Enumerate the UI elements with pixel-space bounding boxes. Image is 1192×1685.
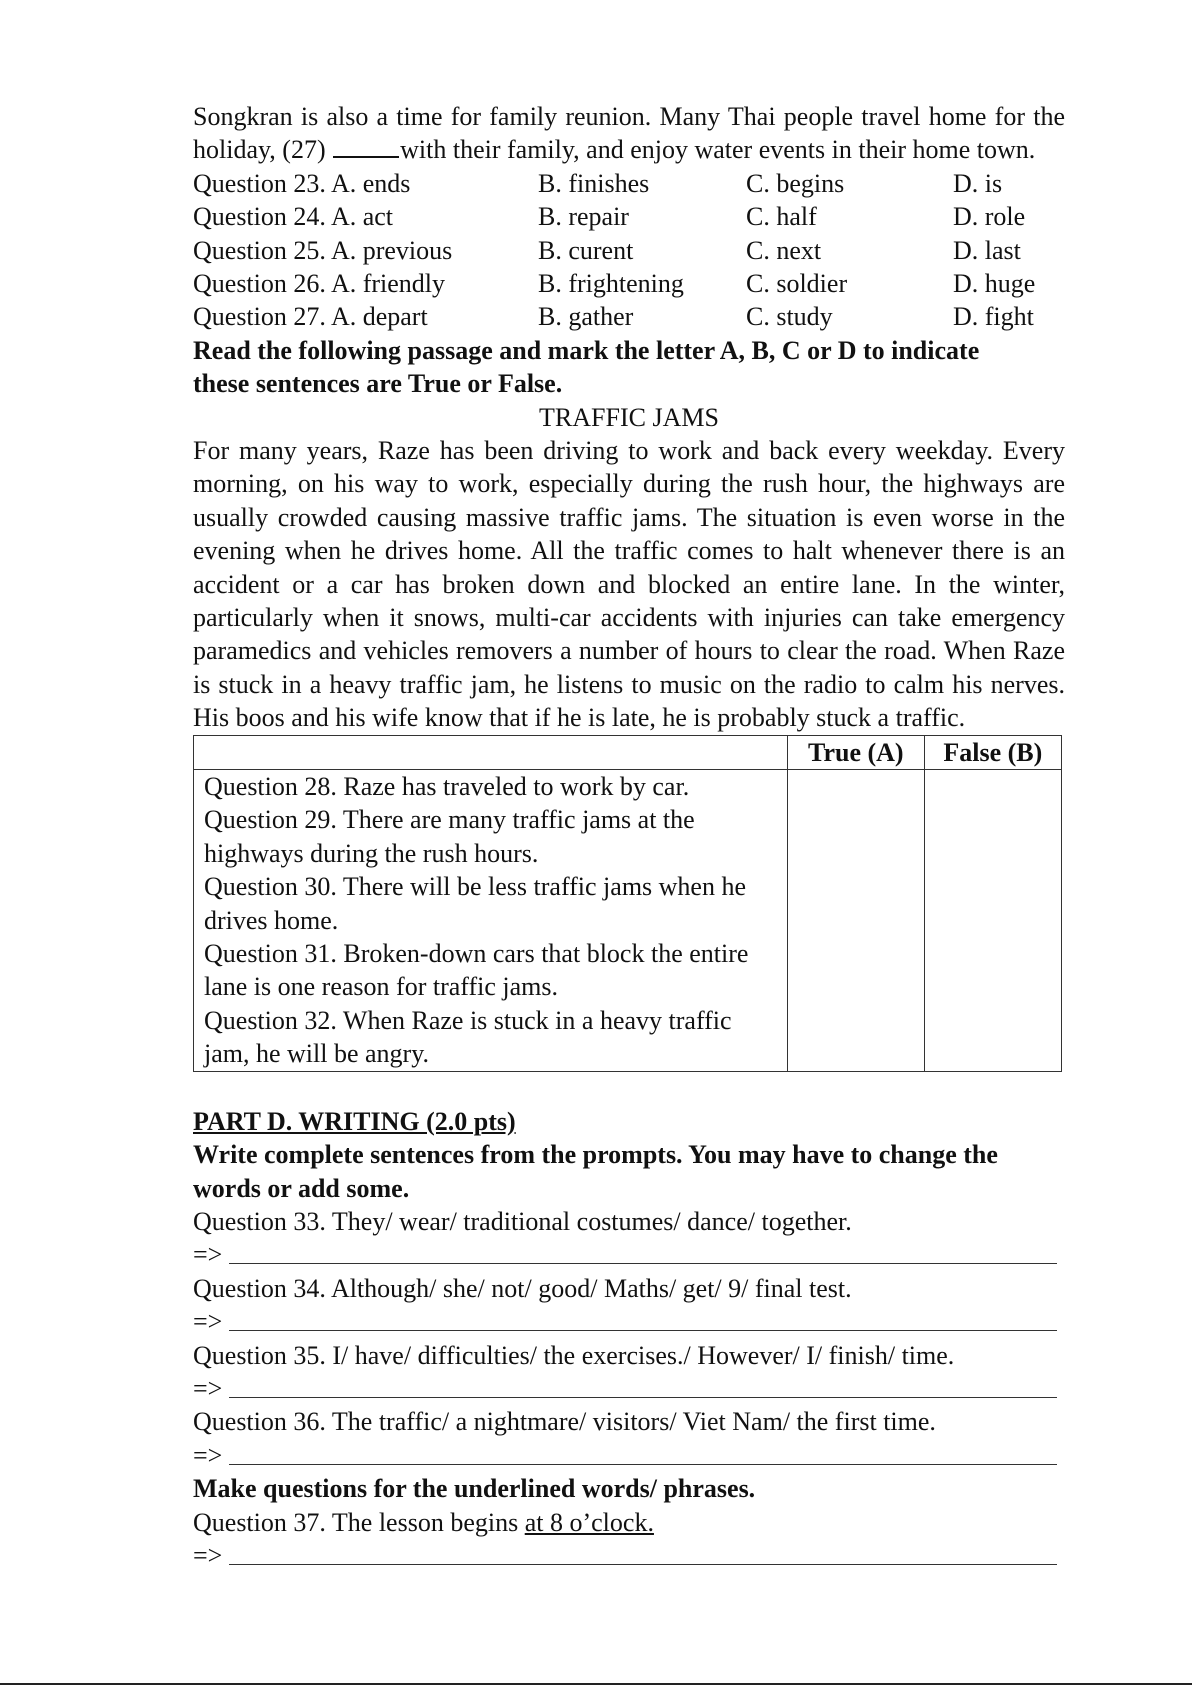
writing-question-37 <box>193 1506 1065 1539</box>
option-c: C. next <box>746 235 822 265</box>
question-option-a: Question 24. A. act <box>193 202 394 232</box>
option-c: C. soldier <box>746 268 848 298</box>
writing-question: Question 34. Although/ she/ not/ good/ Maths/ get/ 9/ final test. <box>193 1273 852 1303</box>
writing-instruction-line-1: Write complete sentences from the prompts. You may have to change the <box>193 1140 998 1170</box>
answer-rule <box>229 1564 1057 1565</box>
passage-line: For many years, Raze has been driving to work and back every weekday. Every <box>193 435 1065 465</box>
mc-question-row <box>193 234 1065 267</box>
true-header: True (A) <box>788 735 925 769</box>
questions-cell <box>194 770 788 1072</box>
passage-line: morning, on his way to work, especially during the rush hour, the highways are <box>193 469 1065 499</box>
intro-line-1: Songkran is also a time for family reunion. Many Thai people travel home for the <box>193 102 1065 131</box>
option-c: C. half <box>746 202 817 232</box>
tf-question-line: lane is one reason for traffic jams. <box>204 972 558 1002</box>
passage-line: evening when he drives home. All the traffic comes to halt whenever there is an <box>193 536 1065 566</box>
passage-body <box>193 434 1065 735</box>
passage-line: usually crowded causing massive traffic jams. The situation is even worse in the <box>193 502 1065 532</box>
passage-line: accident or a car has broken down and blocked an entire lane. In the winter, <box>193 569 1065 599</box>
answer-rule <box>229 1330 1057 1331</box>
intro-line-2-after: with their family, and enjoy water events in their home town. <box>400 135 1036 165</box>
option-c: C. study <box>746 302 833 332</box>
question-option-a: Question 27. A. depart <box>193 302 428 332</box>
tf-question-line: Question 32. When Raze is stuck in a heavy traffic <box>204 1005 732 1035</box>
mc-question-row <box>193 300 1065 333</box>
tf-question-line: Question 29. There are many traffic jams at the <box>204 805 695 835</box>
option-b: B. finishes <box>538 168 650 198</box>
answer-line[interactable] <box>193 1439 1065 1472</box>
option-b: B. repair <box>538 202 629 232</box>
worksheet-page <box>193 100 1065 1572</box>
passage-title: TRAFFIC JAMS <box>539 402 719 432</box>
arrow-marker: => <box>193 1440 223 1470</box>
writing-question: Question 35. I/ have/ difficulties/ the exercises./ However/ I/ finish/ time. <box>193 1340 955 1370</box>
true-false-table <box>193 735 1062 1072</box>
passage-line: particularly when it snows, multi-car accidents with injuries can take emergency <box>193 603 1065 633</box>
answer-rule <box>229 1263 1057 1264</box>
false-header: False (B) <box>924 735 1061 769</box>
option-d: D. is <box>953 168 1003 198</box>
answer-rule <box>229 1397 1057 1398</box>
writing-question: Question 36. The traffic/ a nightmare/ visitors/ Viet Nam/ the first time. <box>193 1407 936 1437</box>
mc-question-list <box>193 167 1065 334</box>
answer-line[interactable] <box>193 1372 1065 1405</box>
option-b: B. curent <box>538 235 634 265</box>
arrow-marker: => <box>193 1373 223 1403</box>
arrow-marker: => <box>193 1540 223 1570</box>
blank-27 <box>333 134 399 158</box>
section-spacer <box>193 1072 1065 1105</box>
tf-question-line: Question 31. Broken-down cars that block the entire <box>204 939 749 969</box>
writing-heading: PART D. WRITING (2.0 pts) <box>193 1106 516 1136</box>
tf-question-line: Question 30. There will be less traffic jams when he <box>204 872 747 902</box>
option-b: B. frightening <box>538 268 684 298</box>
tf-question-line: jam, he will be angry. <box>204 1039 430 1069</box>
question-option-a: Question 23. A. ends <box>193 168 411 198</box>
writing-instruction-line-2: words or add some. <box>193 1173 410 1203</box>
table-header-blank <box>194 735 788 769</box>
tf-question-line: highways during the rush hours. <box>204 838 539 868</box>
option-d: D. huge <box>953 268 1036 298</box>
tf-instruction-line-1: Read the following passage and mark the letter A, B, C or D to indicate <box>193 335 980 365</box>
option-d: D. last <box>953 235 1021 265</box>
tf-question-line: Question 28. Raze has traveled to work by car. <box>204 772 690 802</box>
questions-heading: Make questions for the underlined words/ phrases. <box>193 1474 756 1504</box>
tf-question-line: drives home. <box>204 905 339 935</box>
passage-line: His boos and his wife know that if he is late, he is probably stuck a traffic. <box>193 703 966 733</box>
mc-question-row <box>193 200 1065 233</box>
table-header-row <box>194 735 1062 769</box>
tf-instruction-line-2: these sentences are True or False. <box>193 369 563 399</box>
mc-question-row <box>193 167 1065 200</box>
intro-line-2 <box>193 133 1065 166</box>
option-d: D. fight <box>953 302 1034 332</box>
passage-line: paramedics and vehicles removers a number of hours to clear the road. When Raze <box>193 636 1065 666</box>
answer-line[interactable] <box>193 1238 1065 1271</box>
true-answer-cell[interactable] <box>788 770 925 1072</box>
arrow-marker: => <box>193 1240 223 1270</box>
intro-line-2-before: holiday, (27) <box>193 135 326 165</box>
answer-line[interactable] <box>193 1539 1065 1572</box>
arrow-marker: => <box>193 1307 223 1337</box>
option-c: C. begins <box>746 168 845 198</box>
writing-question: Question 33. They/ wear/ traditional costumes/ dance/ together. <box>193 1206 852 1236</box>
option-d: D. role <box>953 202 1026 232</box>
question-option-a: Question 25. A. previous <box>193 235 453 265</box>
answer-line[interactable] <box>193 1305 1065 1338</box>
passage-line: is stuck in a heavy traffic jam, he listens to music on the radio to calm his nerves. <box>193 669 1065 699</box>
q37-prefix: Question 37. The lesson begins <box>193 1507 525 1537</box>
answer-rule <box>229 1464 1057 1465</box>
false-answer-cell[interactable] <box>924 770 1061 1072</box>
option-b: B. gather <box>538 302 634 332</box>
q37-underlined: at 8 o’clock. <box>524 1507 654 1537</box>
question-option-a: Question 26. A. friendly <box>193 268 446 298</box>
mc-question-row <box>193 267 1065 300</box>
table-row <box>194 770 1062 1072</box>
